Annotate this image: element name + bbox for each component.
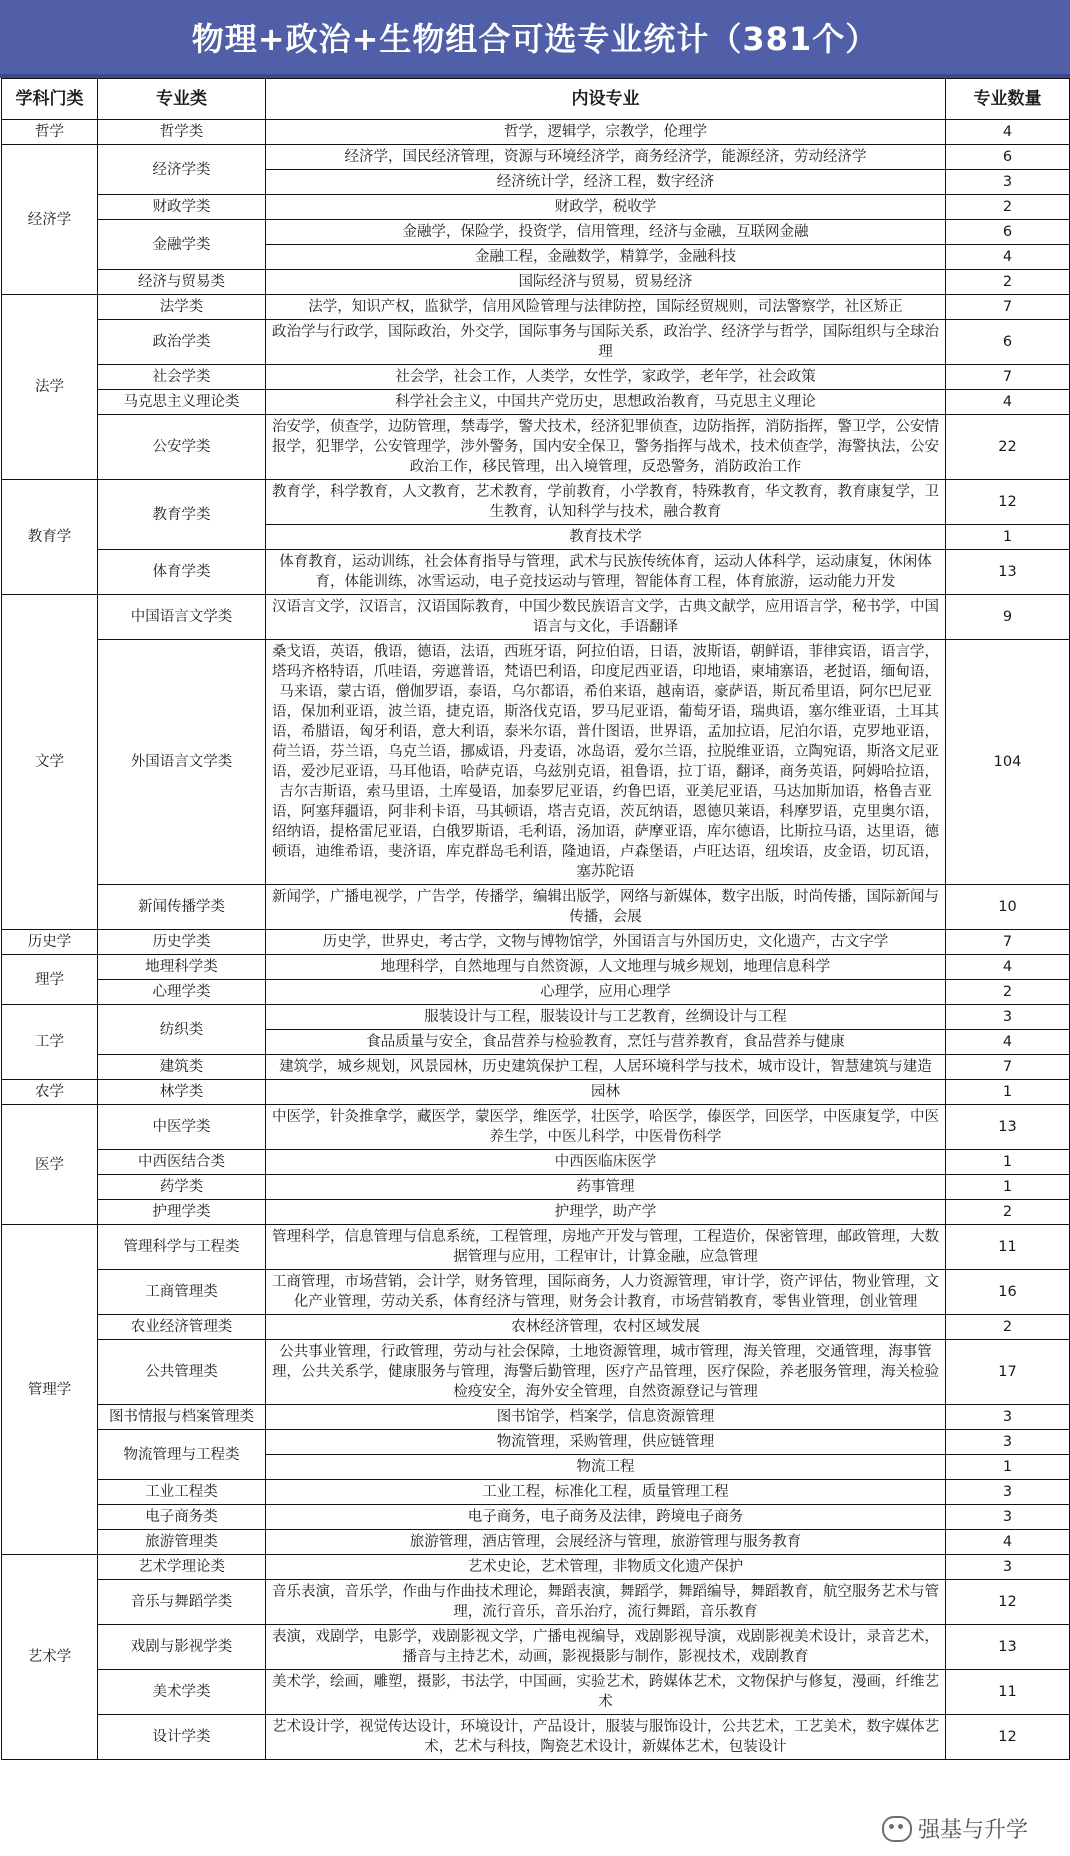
- category-cell: 公安学类: [98, 415, 266, 480]
- majors-cell: 物流工程: [266, 1455, 946, 1480]
- table-row: [2, 1200, 1070, 1225]
- category-cell: 经济与贸易类: [98, 270, 266, 295]
- category-cell: 物流管理与工程类: [98, 1430, 266, 1480]
- majors-cell: 历史学，世界史，考古学，文物与博物馆学，外国语言与外国历史，文化遗产，古文字学: [266, 930, 946, 955]
- category-cell: 药学类: [98, 1175, 266, 1200]
- table-row: [2, 390, 1070, 415]
- count-cell: 2: [946, 1200, 1070, 1225]
- table-row: [2, 480, 1070, 525]
- majors-cell: 建筑学，城乡规划，风景园林，历史建筑保护工程，人居环境科学与技术，城市设计，智慧建筑与建造: [266, 1055, 946, 1080]
- category-cell: 中西医结合类: [98, 1150, 266, 1175]
- majors-cell: 国际经济与贸易，贸易经济: [266, 270, 946, 295]
- table-row: [2, 1505, 1070, 1530]
- count-cell: 4: [946, 1530, 1070, 1555]
- majors-cell: 艺术设计学，视觉传达设计，环境设计，产品设计，服装与服饰设计，公共艺术，工艺美术，数字媒体艺术，艺术与科技，陶瓷艺术设计，新媒体艺术，包装设计: [266, 1715, 946, 1760]
- page-title: 物理+政治+生物组合可选专业统计（381个）: [191, 20, 879, 58]
- category-cell: 艺术学理论类: [98, 1555, 266, 1580]
- table-row: [2, 930, 1070, 955]
- majors-cell: 食品质量与安全，食品营养与检验教育，烹饪与营养教育，食品营养与健康: [266, 1030, 946, 1055]
- category-cell: 图书情报与档案管理类: [98, 1405, 266, 1430]
- majors-cell: 园林: [266, 1080, 946, 1105]
- count-cell: 1: [946, 1455, 1070, 1480]
- category-cell: 工业工程类: [98, 1480, 266, 1505]
- category-cell: 工商管理类: [98, 1270, 266, 1315]
- count-cell: 2: [946, 980, 1070, 1005]
- table-row: [2, 955, 1070, 980]
- majors-cell: 公共事业管理，行政管理，劳动与社会保障，土地资源管理，城市管理，海关管理，交通管理，海事管理，公共关系学，健康服务与管理，海警后勤管理，医疗产品管理，医疗保险，养老服务管理，海关检验检疫安全，海外安全管理，自然资源登记与管理: [266, 1340, 946, 1405]
- category-cell: 护理学类: [98, 1200, 266, 1225]
- discipline-cell: 教育学: [2, 480, 98, 595]
- count-cell: 13: [946, 550, 1070, 595]
- category-cell: 财政学类: [98, 195, 266, 220]
- category-cell: 戏剧与影视学类: [98, 1625, 266, 1670]
- majors-cell: 社会学，社会工作，人类学，女性学，家政学，老年学，社会政策: [266, 365, 946, 390]
- table-row: [2, 1225, 1070, 1270]
- count-cell: 13: [946, 1105, 1070, 1150]
- discipline-cell: 理学: [2, 955, 98, 1005]
- count-cell: 12: [946, 480, 1070, 525]
- table-row: [2, 1405, 1070, 1430]
- count-cell: 7: [946, 365, 1070, 390]
- table-header-row: [2, 79, 1070, 120]
- count-cell: 1: [946, 1175, 1070, 1200]
- majors-cell: 物流管理，采购管理，供应链管理: [266, 1430, 946, 1455]
- category-cell: 旅游管理类: [98, 1530, 266, 1555]
- table-row: [2, 415, 1070, 480]
- category-cell: 中医学类: [98, 1105, 266, 1150]
- table-row: [2, 220, 1070, 245]
- category-cell: 中国语言文学类: [98, 595, 266, 640]
- count-cell: 3: [946, 170, 1070, 195]
- category-cell: 教育学类: [98, 480, 266, 550]
- category-cell: 建筑类: [98, 1055, 266, 1080]
- count-cell: 3: [946, 1430, 1070, 1455]
- discipline-cell: 历史学: [2, 930, 98, 955]
- table-row: [2, 295, 1070, 320]
- count-cell: 7: [946, 295, 1070, 320]
- majors-cell: 教育学，科学教育，人文教育，艺术教育，学前教育，小学教育，特殊教育，华文教育，教育康复学，卫生教育，认知科学与技术，融合教育: [266, 480, 946, 525]
- count-cell: 10: [946, 885, 1070, 930]
- table-row: [2, 1580, 1070, 1625]
- table-row: [2, 1670, 1070, 1715]
- table-row: [2, 1105, 1070, 1150]
- table-row: [2, 1080, 1070, 1105]
- count-cell: 13: [946, 1625, 1070, 1670]
- table-body: [2, 120, 1070, 1760]
- watermark: [882, 1813, 1028, 1844]
- discipline-cell: 文学: [2, 595, 98, 930]
- category-cell: 音乐与舞蹈学类: [98, 1580, 266, 1625]
- category-cell: 金融学类: [98, 220, 266, 270]
- count-cell: 17: [946, 1340, 1070, 1405]
- majors-cell: 表演，戏剧学，电影学，戏剧影视文学，广播电视编导，戏剧影视导演，戏剧影视美术设计，录音艺术，播音与主持艺术，动画，影视摄影与制作，影视技术，戏剧教育: [266, 1625, 946, 1670]
- majors-cell: 管理科学，信息管理与信息系统，工程管理，房地产开发与管理，工程造价，保密管理，邮政管理，大数据管理与应用，工程审计，计算金融，应急管理: [266, 1225, 946, 1270]
- majors-cell: 服装设计与工程，服装设计与工艺教育，丝绸设计与工程: [266, 1005, 946, 1030]
- table-row: [2, 640, 1070, 885]
- table-row: [2, 1055, 1070, 1080]
- header-discipline: 学科门类: [2, 79, 98, 120]
- majors-cell: 财政学，税收学: [266, 195, 946, 220]
- majors-cell: 桑戈语，英语，俄语，德语，法语，西班牙语，阿拉伯语，日语，波斯语，朝鲜语，菲律宾语，语言学，塔玛齐格特语，爪哇语，旁遮普语，梵语巴利语，印度尼西亚语，印地语，柬埔寨语，老挝语，缅甸语，马来语，蒙古语，僧伽罗语，泰语，乌尔都语，希伯来语，越南语，豪萨语，斯瓦希里语，阿尔巴尼亚语，保加利亚语，波兰语，捷克语，斯洛伐克语，罗马尼亚语，葡萄牙语，瑞典语，塞尔维亚语，土耳其语，希腊语，匈牙利语，意大利语，泰米尔语，普什图语，世界语，孟加拉语，尼泊尔语，克罗地亚语，荷兰语，芬兰语，乌克兰语，挪威语，丹麦语，冰岛语，爱尔兰语，拉脱维亚语，立陶宛语，斯洛文尼亚语，爱沙尼亚语，马耳他语，哈萨克语，乌兹别克语，祖鲁语，拉丁语，翻译，商务英语，阿姆哈拉语，吉尔吉斯语，索马里语，土库曼语，加泰罗尼亚语，约鲁巴语，亚美尼亚语，马达加斯加语，格鲁吉亚语，阿塞拜疆语，阿非利卡语，马其顿语，塔吉克语，茨瓦纳语，恩德贝莱语，科摩罗语，克里奥尔语，绍纳语，提格雷尼亚语，白俄罗斯语，毛利语，汤加语，萨摩亚语，库尔德语，比斯拉马语，达里语，德顿语，迪维希语，斐济语，库克群岛毛利语，隆迪语，卢森堡语，卢旺达语，纽埃语，皮金语，切瓦语，塞苏陀语: [266, 640, 946, 885]
- category-cell: 历史学类: [98, 930, 266, 955]
- table-row: [2, 1175, 1070, 1200]
- category-cell: 电子商务类: [98, 1505, 266, 1530]
- majors-cell: 教育技术学: [266, 525, 946, 550]
- count-cell: 2: [946, 195, 1070, 220]
- table-row: [2, 1340, 1070, 1405]
- category-cell: 法学类: [98, 295, 266, 320]
- category-cell: 地理科学类: [98, 955, 266, 980]
- table-row: [2, 145, 1070, 170]
- table-row: [2, 980, 1070, 1005]
- count-cell: 12: [946, 1715, 1070, 1760]
- table-row: [2, 270, 1070, 295]
- majors-cell: 工商管理，市场营销，会计学，财务管理，国际商务，人力资源管理，审计学，资产评估，物业管理，文化产业管理，劳动关系，体育经济与管理，财务会计教育，市场营销教育，零售业管理，创业管理: [266, 1270, 946, 1315]
- majors-cell: 政治学与行政学，国际政治，外交学，国际事务与国际关系，政治学、经济学与哲学，国际组织与全球治理: [266, 320, 946, 365]
- count-cell: 1: [946, 1080, 1070, 1105]
- watermark-text: 强基与升学: [917, 1818, 1028, 1843]
- discipline-cell: 经济学: [2, 145, 98, 295]
- count-cell: 22: [946, 415, 1070, 480]
- majors-cell: 中西医临床医学: [266, 1150, 946, 1175]
- majors-cell: 工业工程，标准化工程，质量管理工程: [266, 1480, 946, 1505]
- majors-cell: 哲学，逻辑学，宗教学，伦理学: [266, 120, 946, 145]
- discipline-cell: 哲学: [2, 120, 98, 145]
- majors-cell: 护理学，助产学: [266, 1200, 946, 1225]
- category-cell: 马克思主义理论类: [98, 390, 266, 415]
- table-row: [2, 885, 1070, 930]
- count-cell: 3: [946, 1505, 1070, 1530]
- majors-cell: 电子商务，电子商务及法律，跨境电子商务: [266, 1505, 946, 1530]
- majors-cell: 药事管理: [266, 1175, 946, 1200]
- majors-cell: 旅游管理，酒店管理，会展经济与管理，旅游管理与服务教育: [266, 1530, 946, 1555]
- count-cell: 2: [946, 1315, 1070, 1340]
- count-cell: 1: [946, 525, 1070, 550]
- category-cell: 经济学类: [98, 145, 266, 195]
- category-cell: 心理学类: [98, 980, 266, 1005]
- table-row: [2, 365, 1070, 390]
- table-row: [2, 1315, 1070, 1340]
- table-row: [2, 1430, 1070, 1455]
- category-cell: 外国语言文学类: [98, 640, 266, 885]
- table-row: [2, 1625, 1070, 1670]
- category-cell: 公共管理类: [98, 1340, 266, 1405]
- majors-cell: 科学社会主义，中国共产党历史，思想政治教育，马克思主义理论: [266, 390, 946, 415]
- majors-cell: 治安学，侦查学，边防管理，禁毒学，警犬技术，经济犯罪侦查，边防指挥，消防指挥，警卫学，公安情报学，犯罪学，公安管理学，涉外警务，国内安全保卫，警务指挥与战术，技术侦查学，海警执法，公安政治工作，移民管理，出入境管理，反恐警务，消防政治工作: [266, 415, 946, 480]
- count-cell: 4: [946, 390, 1070, 415]
- table-row: [2, 1480, 1070, 1505]
- count-cell: 3: [946, 1405, 1070, 1430]
- table-row: [2, 120, 1070, 145]
- header-category: 专业类: [98, 79, 266, 120]
- majors-cell: 体育教育，运动训练，社会体育指导与管理，武术与民族传统体育，运动人体科学，运动康复，休闲体育，体能训练，冰雪运动，电子竞技运动与管理，智能体育工程，体育旅游，运动能力开发: [266, 550, 946, 595]
- table-row: [2, 1005, 1070, 1030]
- category-cell: 政治学类: [98, 320, 266, 365]
- count-cell: 11: [946, 1670, 1070, 1715]
- category-cell: 新闻传播学类: [98, 885, 266, 930]
- count-cell: 6: [946, 220, 1070, 245]
- count-cell: 4: [946, 245, 1070, 270]
- discipline-cell: 法学: [2, 295, 98, 480]
- table-row: [2, 1555, 1070, 1580]
- category-cell: 林学类: [98, 1080, 266, 1105]
- majors-cell: 汉语言文学，汉语言，汉语国际教育，中国少数民族语言文学，古典文献学，应用语言学，秘书学，中国语言与文化，手语翻译: [266, 595, 946, 640]
- count-cell: 11: [946, 1225, 1070, 1270]
- majors-cell: 经济学，国民经济管理，资源与环境经济学，商务经济学，能源经济，劳动经济学: [266, 145, 946, 170]
- majors-cell: 地理科学，自然地理与自然资源，人文地理与城乡规划，地理信息科学: [266, 955, 946, 980]
- count-cell: 9: [946, 595, 1070, 640]
- category-cell: 农业经济管理类: [98, 1315, 266, 1340]
- count-cell: 1: [946, 1150, 1070, 1175]
- table-row: [2, 1150, 1070, 1175]
- majors-cell: 中医学，针灸推拿学，藏医学，蒙医学，维医学，壮医学，哈医学，傣医学，回医学，中医康复学，中医养生学，中医儿科学，中医骨伤科学: [266, 1105, 946, 1150]
- count-cell: 6: [946, 320, 1070, 365]
- table-row: [2, 1715, 1070, 1760]
- majors-cell: 美术学，绘画，雕塑，摄影，书法学，中国画，实验艺术，跨媒体艺术，文物保护与修复，漫画，纤维艺术: [266, 1670, 946, 1715]
- header-majors: 内设专业: [266, 79, 946, 120]
- discipline-cell: 工学: [2, 1005, 98, 1080]
- major-stats-table: [1, 78, 1070, 1760]
- table-row: [2, 550, 1070, 595]
- majors-cell: 法学，知识产权，监狱学，信用风险管理与法律防控，国际经贸规则，司法警察学，社区矫正: [266, 295, 946, 320]
- table-row: [2, 195, 1070, 220]
- category-cell: 美术学类: [98, 1670, 266, 1715]
- count-cell: 7: [946, 1055, 1070, 1080]
- majors-cell: 金融学，保险学，投资学，信用管理，经济与金融，互联网金融: [266, 220, 946, 245]
- discipline-cell: 农学: [2, 1080, 98, 1105]
- count-cell: 12: [946, 1580, 1070, 1625]
- count-cell: 2: [946, 270, 1070, 295]
- header-count: 专业数量: [946, 79, 1070, 120]
- majors-cell: 经济统计学，经济工程，数字经济: [266, 170, 946, 195]
- table-row: [2, 1530, 1070, 1555]
- wechat-icon: [882, 1816, 912, 1842]
- majors-cell: 艺术史论，艺术管理，非物质文化遗产保护: [266, 1555, 946, 1580]
- count-cell: 4: [946, 120, 1070, 145]
- category-cell: 设计学类: [98, 1715, 266, 1760]
- count-cell: 104: [946, 640, 1070, 885]
- count-cell: 3: [946, 1005, 1070, 1030]
- table-row: [2, 1270, 1070, 1315]
- table-row: [2, 320, 1070, 365]
- category-cell: 哲学类: [98, 120, 266, 145]
- discipline-cell: 医学: [2, 1105, 98, 1225]
- category-cell: 体育学类: [98, 550, 266, 595]
- category-cell: 纺织类: [98, 1005, 266, 1055]
- majors-cell: 农林经济管理，农村区域发展: [266, 1315, 946, 1340]
- category-cell: 社会学类: [98, 365, 266, 390]
- majors-cell: 新闻学，广播电视学，广告学，传播学，编辑出版学，网络与新媒体，数字出版，时尚传播，国际新闻与传播，会展: [266, 885, 946, 930]
- count-cell: 4: [946, 955, 1070, 980]
- table-row: [2, 595, 1070, 640]
- count-cell: 3: [946, 1555, 1070, 1580]
- title-banner: [0, 0, 1070, 78]
- majors-cell: 音乐表演，音乐学，作曲与作曲技术理论，舞蹈表演，舞蹈学，舞蹈编导，舞蹈教育，航空服务艺术与管理，流行音乐，音乐治疗，流行舞蹈，音乐教育: [266, 1580, 946, 1625]
- majors-cell: 心理学，应用心理学: [266, 980, 946, 1005]
- majors-cell: 金融工程，金融数学，精算学，金融科技: [266, 245, 946, 270]
- discipline-cell: 艺术学: [2, 1555, 98, 1760]
- count-cell: 6: [946, 145, 1070, 170]
- discipline-cell: 管理学: [2, 1225, 98, 1555]
- majors-cell: 图书馆学，档案学，信息资源管理: [266, 1405, 946, 1430]
- count-cell: 16: [946, 1270, 1070, 1315]
- count-cell: 4: [946, 1030, 1070, 1055]
- count-cell: 7: [946, 930, 1070, 955]
- count-cell: 3: [946, 1480, 1070, 1505]
- category-cell: 管理科学与工程类: [98, 1225, 266, 1270]
